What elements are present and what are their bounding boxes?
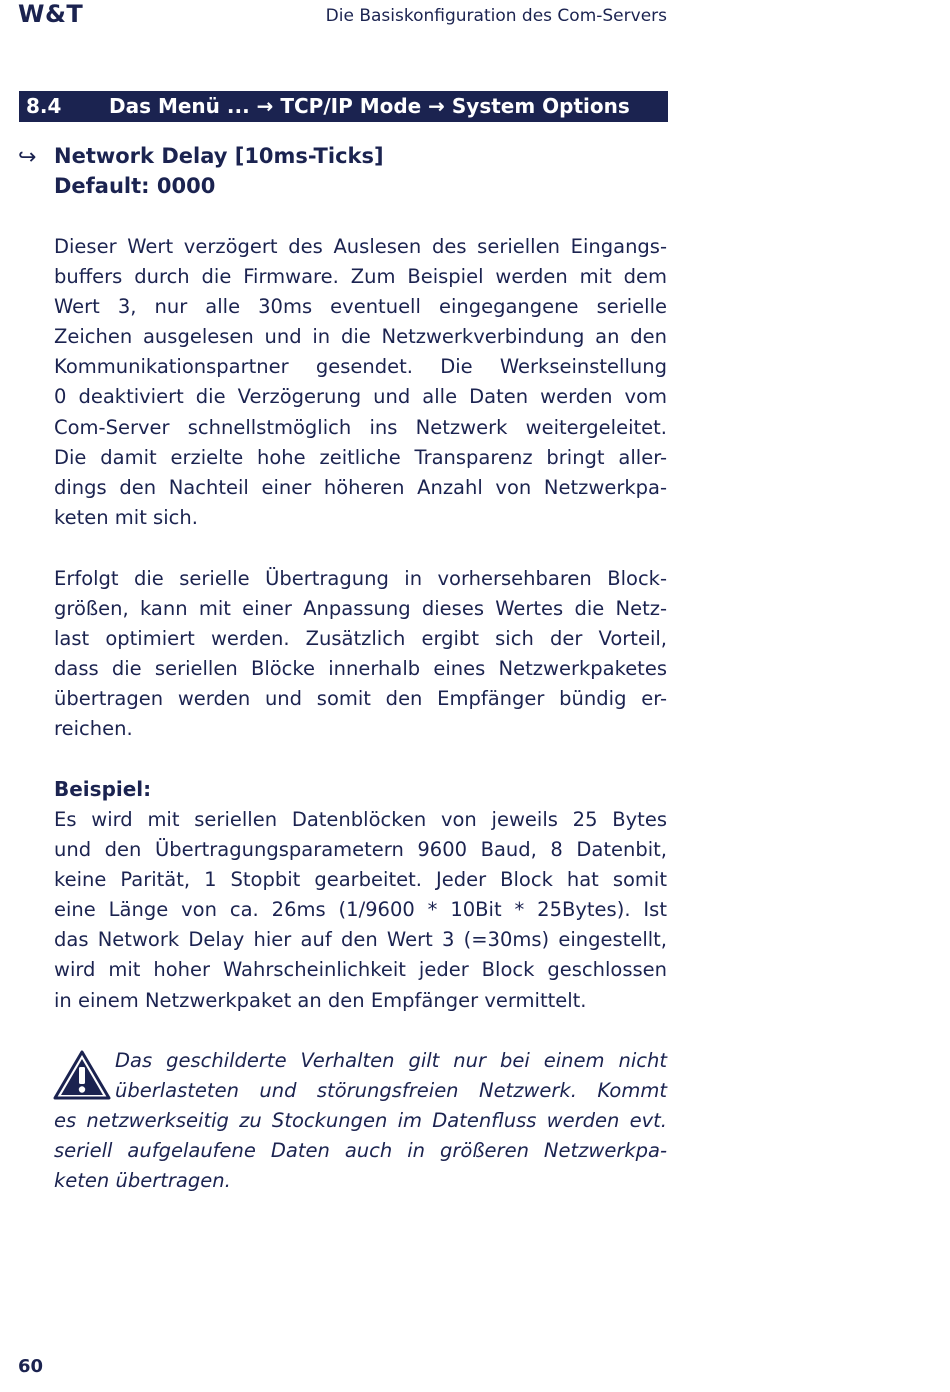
text-line: keten mit sich. [54, 505, 198, 529]
section-title: Das Menü ... → TCP/IP Mode → System Options [109, 94, 630, 118]
parameter-block [54, 141, 384, 201]
text-line: Das geschilderte Verhalten gilt nur bei einem nicht [115, 1049, 667, 1072]
example-heading: Beispiel: [54, 777, 152, 801]
text-line: 0 deaktiviert die Verzögerung und alle Daten werden vom [54, 385, 667, 409]
text-line: Com-Server schnellstmöglich ins Netzwerk weitergeleitet. [54, 415, 667, 439]
text-line: größen, kann mit einer Anpassung dieses Wertes die Netz- [54, 597, 667, 621]
text-line: in einem Netzwerkpaket an den Empfänger vermittelt. [54, 988, 587, 1012]
page-number: 60 [18, 1356, 44, 1377]
paragraph-network-delay [54, 232, 667, 533]
warning-note [54, 1046, 667, 1196]
text-line: Zeichen ausgelesen und in die Netzwerkverbindung an den [54, 325, 667, 349]
text-line: und den Übertragungsparametern 9600 Baud, 8 Datenbit, [54, 838, 667, 862]
section-number: 8.4 [26, 94, 62, 118]
text-line: Es wird mit seriellen Datenblöcken von jeweils 25 Bytes [54, 808, 667, 831]
brand-logo: W&T [18, 0, 84, 28]
text-line: keine Parität, 1 Stopbit gearbeitet. Jeder Block hat somit [54, 868, 667, 892]
parameter-default: Default: 0000 [54, 174, 216, 198]
text-line: dass die seriellen Blöcke innerhalb eines Netzwerkpaketes [54, 657, 667, 681]
text-line: buffers durch die Firmware. Zum Beispiel werden mit dem [54, 265, 667, 289]
text-line: reichen. [54, 717, 133, 741]
paragraph-example [54, 805, 667, 1016]
text-line: dings den Nachteil einer höheren Anzahl von Netzwerkpa- [54, 475, 667, 499]
text-line: eine Länge von ca. 26ms (1/9600 * 10Bit * 25Bytes). Ist [54, 898, 667, 922]
text-line: Die damit erzielte hohe zeitliche Transparenz bringt aller- [54, 445, 667, 469]
running-header: Die Basiskonfiguration des Com-Servers [325, 6, 667, 26]
text-line: Dieser Wert verzögert des Auslesen des seriellen Eingangs- [54, 235, 667, 258]
text-line: es netzwerkseitig zu Stockungen im Datenfluss werden evt. [54, 1109, 667, 1133]
parameter-name: Network Delay [10ms-Ticks] [54, 144, 384, 168]
text-line: überlasteten und störungsfreien Netzwerk. Kommt [115, 1079, 667, 1103]
section-heading-bar [19, 91, 668, 122]
hook-arrow-icon: ↪ [18, 145, 37, 170]
text-line: seriell aufgelaufene Daten auch in größeren Netzwerkpa- [54, 1139, 667, 1163]
text-line: Wert 3, nur alle 30ms eventuell eingegangene serielle [54, 295, 667, 319]
text-line: keten übertragen. [54, 1169, 231, 1193]
text-line: wird mit hoher Wahrscheinlichkeit jeder Block geschlossen [54, 958, 667, 982]
text-line: Kommunikationspartner gesendet. Die Werkseinstellung [54, 355, 667, 379]
text-line: das Network Delay hier auf den Wert 3 (=30ms) eingestellt, [54, 928, 667, 952]
text-line: Erfolgt die serielle Übertragung in vorhersehbaren Block- [54, 567, 667, 590]
text-line: last optimiert werden. Zusätzlich ergibt sich der Vorteil, [54, 627, 667, 651]
paragraph-block-transfer [54, 564, 667, 745]
text-line: übertragen werden und somit den Empfänger bündig er- [54, 687, 667, 711]
